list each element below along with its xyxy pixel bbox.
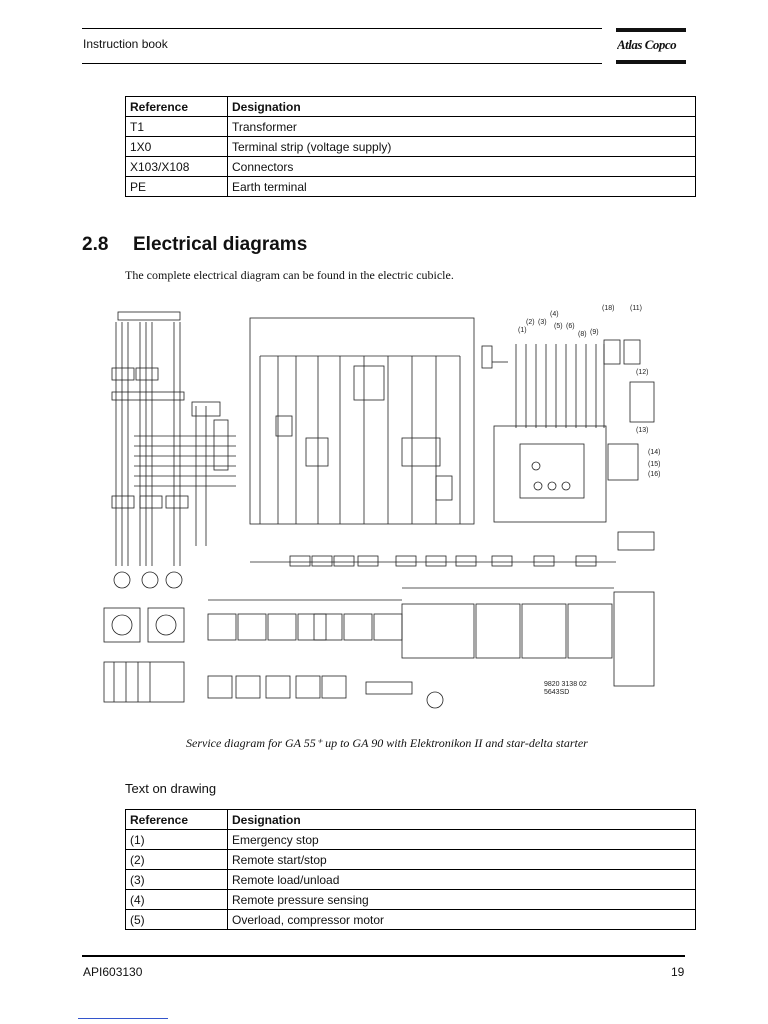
cell-designation: Remote pressure sensing (228, 890, 696, 910)
cell-reference: (5) (126, 910, 228, 930)
reference-table-2 (125, 809, 696, 930)
table-row (126, 177, 696, 197)
cell-designation: Transformer (228, 117, 696, 137)
elektronikon-regulator (494, 426, 606, 522)
diagram-doc-revision: 5643SD (544, 689, 570, 696)
table-row (126, 870, 696, 890)
sensor-modules (402, 588, 654, 708)
table-row (126, 137, 696, 157)
customer-installation-box (118, 312, 180, 320)
footer-doc-id: API603130 (83, 965, 143, 979)
panel-button (534, 482, 542, 490)
footer-rule (82, 955, 685, 957)
cell-reference: PE (126, 177, 228, 197)
diagram-caption: Service diagram for GA 55⁺ up to GA 90 with Elektronikon II and star-delta starter (186, 736, 588, 750)
diagram-label: (3) (538, 319, 547, 326)
cell-designation: Connectors (228, 157, 696, 177)
header-rule-bottom (82, 63, 602, 64)
legend-table (366, 682, 412, 694)
table-row (126, 890, 696, 910)
section-title: Electrical diagrams (133, 234, 308, 255)
cell-reference: (1) (126, 830, 228, 850)
header-reference: Reference (126, 810, 228, 830)
diagram-label: (11) (630, 305, 642, 312)
table-header-row (126, 97, 696, 117)
table-header-row (126, 810, 696, 830)
control-circuit-rails (260, 356, 460, 524)
panel-button (532, 462, 540, 470)
motor-symbols (114, 572, 182, 588)
diagram-label: (16) (648, 471, 661, 478)
table-row (126, 850, 696, 870)
header-rule-top (82, 28, 602, 29)
cell-reference: T1 (126, 117, 228, 137)
table-row (126, 157, 696, 177)
diagram-label: (18) (602, 305, 615, 312)
diagram-label: (8) (578, 331, 587, 338)
diagram-label: (9) (590, 329, 599, 336)
cell-designation: Remote start/stop (228, 850, 696, 870)
cell-designation: Terminal strip (voltage supply) (228, 137, 696, 157)
diagram-label: (12) (636, 369, 649, 376)
cell-reference: (2) (126, 850, 228, 870)
table-row (126, 830, 696, 850)
diagram-label: (6) (566, 323, 575, 330)
transformer-detail (104, 608, 184, 702)
cell-designation: Overload, compressor motor (228, 910, 696, 930)
control-circuit-frame (250, 318, 474, 524)
logo-wordmark: Atlas Copco (617, 37, 677, 52)
electrical-diagram (96, 296, 662, 724)
cell-designation: Remote load/unload (228, 870, 696, 890)
section-number: 2.8 (82, 234, 109, 255)
cell-reference: (4) (126, 890, 228, 910)
page-number: 19 (671, 965, 685, 979)
cell-reference: X103/X108 (126, 157, 228, 177)
control-lines (134, 402, 236, 546)
cell-designation: Earth terminal (228, 177, 696, 197)
table-row (126, 910, 696, 930)
diagram-label: (1) (518, 327, 527, 334)
diagram-doc-number: 9820 3138 02 (544, 681, 587, 688)
cell-reference: 1X0 (126, 137, 228, 157)
header-designation: Designation (228, 97, 696, 117)
diagram-label: (2) (526, 319, 535, 326)
terminal-strip-blocks (290, 556, 596, 566)
header-reference: Reference (126, 97, 228, 117)
diagram-label: (15) (648, 461, 661, 468)
section-intro: The complete electrical diagram can be found in the electric cubicle. (125, 268, 454, 282)
atlas-copco-logo (616, 28, 686, 64)
remote-connection-lines (482, 344, 604, 428)
header-designation: Designation (228, 810, 696, 830)
contactor-blocks (112, 368, 188, 508)
diagram-label: (14) (648, 449, 661, 456)
diagram-label: (4) (550, 311, 559, 318)
reference-table-1 (125, 96, 696, 197)
diagram-label: (13) (636, 427, 649, 434)
diagram-label: (5) (554, 323, 563, 330)
header-title: Instruction book (83, 37, 168, 51)
cell-reference: (3) (126, 870, 228, 890)
table2-title: Text on drawing (125, 781, 217, 796)
panel-button (548, 482, 556, 490)
table-row (126, 117, 696, 137)
cell-designation: Emergency stop (228, 830, 696, 850)
panel-button (562, 482, 570, 490)
bottom-link-underline (78, 1018, 168, 1019)
option-modules (208, 600, 402, 698)
main-supply-lines (116, 322, 180, 566)
